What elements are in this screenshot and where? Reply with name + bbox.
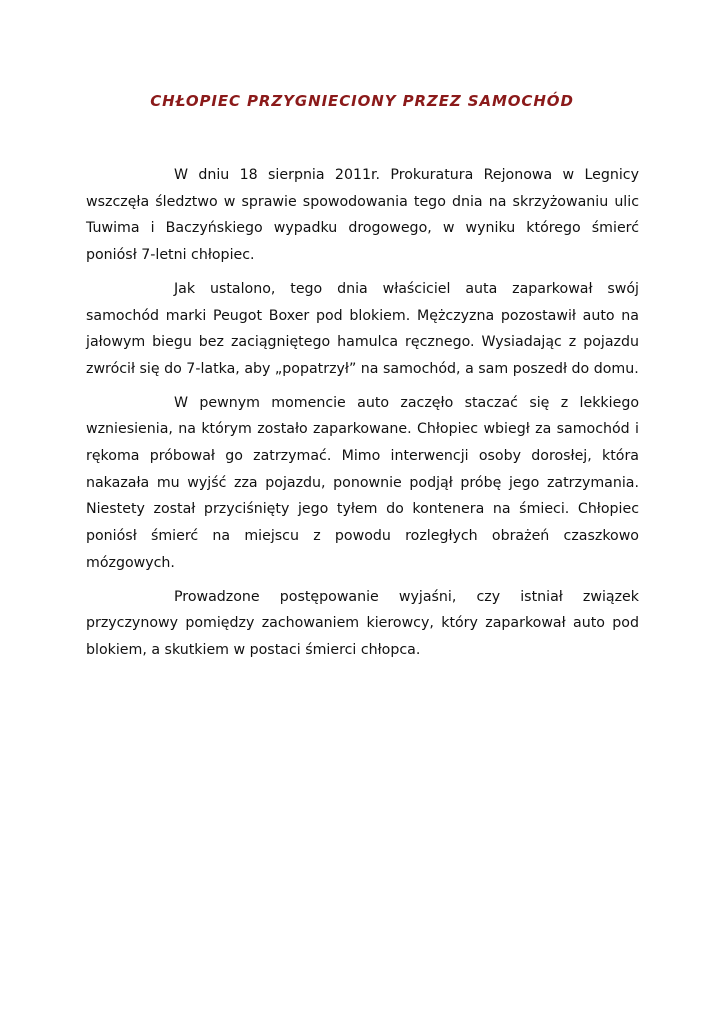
paragraph-4: Prowadzone postępowanie wyjaśni, czy istniał związek przyczynowy pomiędzy zachowaniem kierowcy, który zaparkował auto pod blokiem, a skutkiem w postaci śmierci chłopca. <box>86 588 639 658</box>
paragraph-2: Jak ustalono, tego dnia właściciel auta zaparkował swój samochód marki Peugot Boxer pod blokiem. Mężczyzna pozostawił auto na jałowym biegu bez zaciągniętego hamulca ręcznego. Wysiadając z pojazdu zwrócił się do 7-latka, aby „popatrzył” na samochód, a sam poszedł do domu. <box>86 280 639 377</box>
document-title: CHŁOPIEC PRZYGNIECIONY PRZEZ SAMOCHÓD <box>150 92 574 110</box>
paragraph-1: W dniu 18 sierpnia 2011r. Prokuratura Rejonowa w Legnicy wszczęła śledztwo w sprawie spowodowania tego dnia na skrzyżowaniu ulic Tuwima i Baczyńskiego wypadku drogowego, w wyniku którego śmierć poniósł 7-letni chłopiec. <box>86 167 639 264</box>
document-body <box>86 162 639 671</box>
paragraph-3: W pewnym momencie auto zaczęło staczać się z lekkiego wzniesienia, na którym zostało zaparkowane. Chłopiec wbiegł za samochód i rękoma próbował go zatrzymać. Mimo interwencji osoby dorosłej, która nakazała mu wyjść zza pojazdu, ponownie podjął próbę jego zatrzymania. Niestety został przyciśnięty jego tyłem do kontenera na śmieci. Chłopiec poniósł śmierć na miejscu z powodu rozległych obrażeń czaszkowo mózgowych. <box>86 394 639 571</box>
